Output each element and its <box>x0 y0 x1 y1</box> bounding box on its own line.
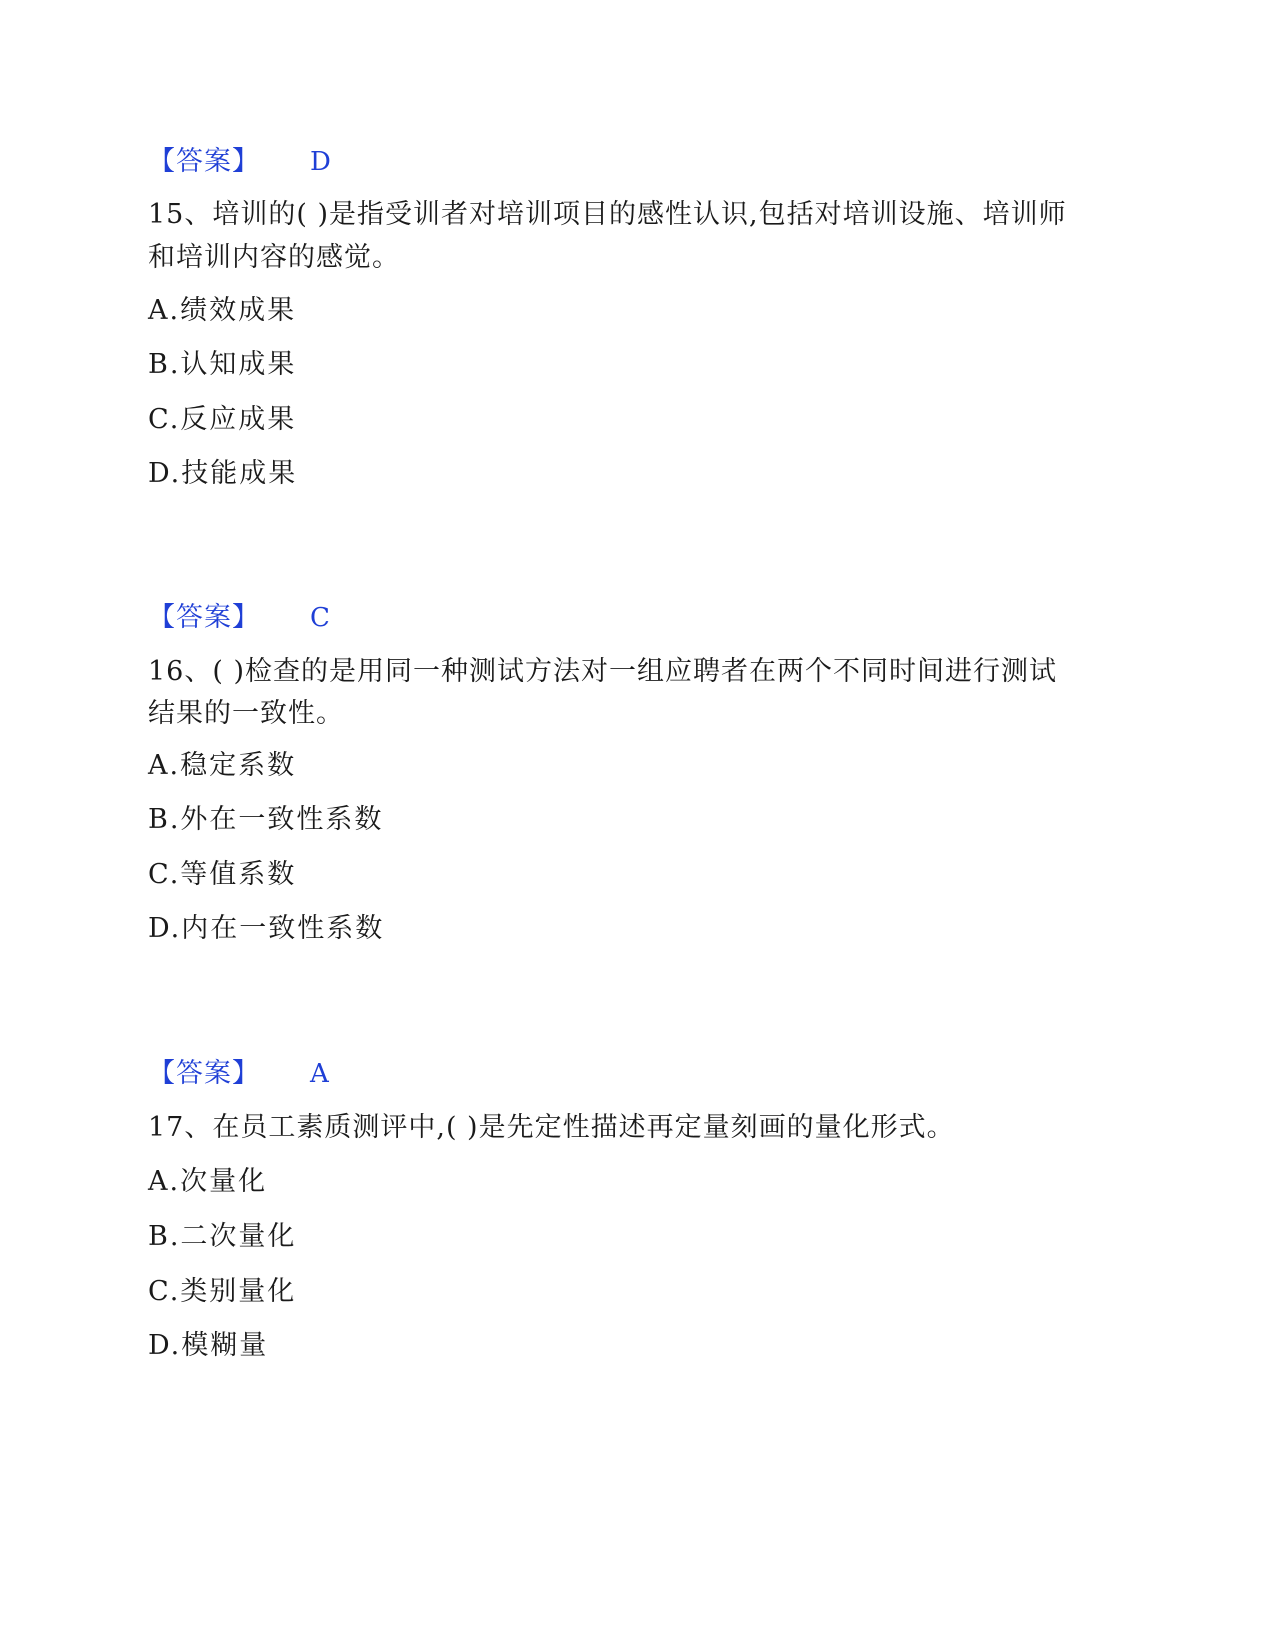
option-b: B.二次量化 <box>148 1221 297 1252</box>
question-text: 16、( )检查的是用同一种测试方法对一组应聘者在两个不同时间进行测试 <box>148 656 1058 687</box>
option-c: C.类别量化 <box>148 1276 297 1307</box>
answer-label: 【答案】 <box>148 146 260 177</box>
answer-label: 【答案】 <box>148 602 260 633</box>
answer-label: 【答案】 <box>148 1058 260 1089</box>
question-text: 17、在员工素质测评中,( )是先定性描述再定量刻画的量化形式。 <box>148 1112 955 1143</box>
question-text-continued: 和培训内容的感觉。 <box>148 242 400 273</box>
option-c: C.反应成果 <box>148 404 297 435</box>
option-b: B.外在一致性系数 <box>148 804 384 835</box>
answer-value: D <box>310 147 332 177</box>
answer-line <box>148 1052 330 1096</box>
answer-line <box>148 596 331 640</box>
answer-line <box>148 140 332 184</box>
option-c: C.等值系数 <box>148 859 297 890</box>
answer-value: C <box>310 603 331 633</box>
option-d: D.技能成果 <box>148 458 298 489</box>
question-text-continued: 结果的一致性。 <box>148 698 344 729</box>
option-a: A.绩效成果 <box>148 295 297 326</box>
question-text: 15、培训的( )是指受训者对培训项目的感性认识,包括对培训设施、培训师 <box>148 199 1067 230</box>
option-d: D.内在一致性系数 <box>148 913 385 944</box>
option-a: A.稳定系数 <box>148 750 297 781</box>
answer-value: A <box>310 1059 330 1089</box>
option-b: B.认知成果 <box>148 349 297 380</box>
option-d: D.模糊量 <box>148 1330 269 1361</box>
option-a: A.次量化 <box>148 1166 268 1197</box>
